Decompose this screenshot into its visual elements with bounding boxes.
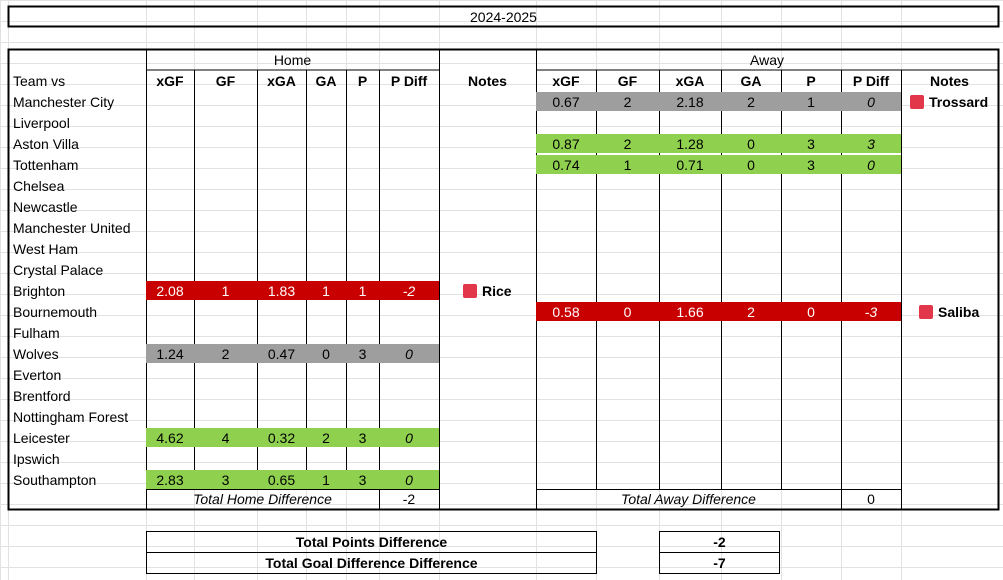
note-label[interactable]: Rice (482, 283, 512, 299)
team-name[interactable]: Manchester City (13, 93, 115, 110)
home_rows-cell[interactable]: 3 (346, 344, 379, 363)
home_rows-cell[interactable]: -2 (379, 281, 439, 300)
team-name[interactable]: Manchester United (13, 219, 131, 236)
note-flag-icon (919, 305, 933, 319)
team-name[interactable]: Tottenham (13, 156, 79, 173)
away_rows-cell[interactable]: 2 (721, 92, 781, 111)
home_rows-cell[interactable]: 3 (346, 470, 379, 489)
team-name[interactable]: Ipswich (13, 450, 60, 467)
team-name[interactable]: Nottingham Forest (13, 408, 129, 425)
away-col-header[interactable]: GA (740, 72, 762, 89)
team-name[interactable]: Chelsea (13, 177, 65, 194)
team-name[interactable]: West Ham (13, 240, 79, 257)
home_rows-cell[interactable]: 2 (306, 428, 346, 447)
home_rows-cell[interactable]: 0.32 (257, 428, 306, 447)
away_rows-cell[interactable]: 1.28 (659, 134, 721, 153)
away_rows-cell[interactable]: 3 (781, 155, 841, 174)
note-flag-icon (910, 95, 924, 109)
home-col-header[interactable]: P Diff (390, 72, 428, 89)
home_rows-cell[interactable]: 0 (306, 344, 346, 363)
away_rows-cell[interactable]: 0 (596, 302, 659, 321)
home-col-header[interactable]: P (357, 72, 368, 89)
summary-value[interactable]: -2 (713, 534, 726, 550)
away-col-header[interactable]: P (806, 72, 816, 89)
away-col-header[interactable]: Notes (930, 72, 969, 89)
away_rows-cell[interactable]: 2 (596, 134, 659, 153)
away_rows-cell[interactable]: 0 (721, 134, 781, 153)
home_rows-cell[interactable]: 1.83 (257, 281, 306, 300)
away_rows-cell[interactable]: 2 (596, 92, 659, 111)
home-col-header[interactable]: Notes (468, 72, 507, 89)
team-name[interactable]: Fulham (13, 324, 60, 341)
home_rows-cell[interactable]: 4.62 (146, 428, 194, 447)
away_rows-cell[interactable]: 0.67 (536, 92, 596, 111)
home-col-header[interactable]: GF (215, 72, 236, 89)
away_rows-cell[interactable]: 0 (721, 155, 781, 174)
summary-value[interactable]: -7 (713, 555, 726, 571)
away_rows-cell[interactable]: 2.18 (659, 92, 721, 111)
team-name[interactable]: Southampton (13, 471, 97, 488)
home_rows-cell[interactable]: 1.24 (146, 344, 194, 363)
team-name[interactable]: Crystal Palace (13, 261, 104, 278)
team-name[interactable]: Liverpool (13, 114, 70, 131)
home_rows-cell[interactable]: 1 (346, 281, 379, 300)
team-name[interactable]: Brighton (13, 282, 66, 299)
note-label[interactable]: Saliba (938, 304, 980, 320)
team-name[interactable]: Bournemouth (13, 303, 98, 320)
team-name[interactable]: Everton (13, 366, 62, 383)
home_rows-cell[interactable]: 0.47 (257, 344, 306, 363)
home-col-header[interactable]: GA (315, 72, 337, 89)
away-total-label[interactable]: Total Away Difference (621, 491, 756, 507)
away-col-header[interactable]: GF (617, 72, 638, 89)
home_rows-cell[interactable]: 4 (194, 428, 257, 447)
away_rows-cell[interactable]: -3 (841, 302, 901, 321)
home_rows-cell[interactable]: 0 (379, 344, 439, 363)
home_rows-cell[interactable]: 2.83 (146, 470, 194, 489)
away_rows-cell[interactable]: 1 (596, 155, 659, 174)
home-total-value[interactable]: -2 (402, 491, 416, 507)
note-label[interactable]: Trossard (929, 94, 989, 110)
away_rows-cell[interactable]: 0.87 (536, 134, 596, 153)
home_rows-cell[interactable]: 1 (194, 281, 257, 300)
season-title[interactable]: 2024-2025 (470, 8, 537, 25)
away_rows-cell[interactable]: 0.58 (536, 302, 596, 321)
home-total-label[interactable]: Total Home Difference (193, 491, 332, 507)
summary-label[interactable]: Total Points Difference (295, 534, 448, 550)
away_rows-cell[interactable]: 0.71 (659, 155, 721, 174)
team-vs-header[interactable]: Team vs (13, 72, 66, 89)
team-name[interactable]: Wolves (13, 345, 59, 362)
home-col-header[interactable]: xGA (267, 72, 296, 89)
away-col-header[interactable]: P Diff (852, 72, 890, 89)
home_rows-cell[interactable]: 0 (379, 470, 439, 489)
away_rows-cell[interactable]: 3 (781, 134, 841, 153)
away_rows-cell[interactable]: 0 (781, 302, 841, 321)
home_rows-cell[interactable]: 1 (306, 470, 346, 489)
home_rows-cell[interactable]: 0.65 (257, 470, 306, 489)
away_rows-cell[interactable]: 1 (781, 92, 841, 111)
home-header[interactable]: Home (273, 51, 312, 68)
team-name[interactable]: Brentford (13, 387, 71, 404)
home_rows-cell[interactable]: 2.08 (146, 281, 194, 300)
away_rows-cell[interactable]: 3 (841, 134, 901, 153)
home_rows-cell[interactable]: 3 (194, 470, 257, 489)
team-name[interactable]: Aston Villa (13, 135, 79, 152)
home_rows-cell[interactable]: 1 (306, 281, 346, 300)
home-col-header[interactable]: xGF (156, 72, 184, 89)
team-name[interactable]: Leicester (13, 429, 70, 446)
away-col-header[interactable]: xGA (675, 72, 705, 89)
away_rows-cell[interactable]: 2 (721, 302, 781, 321)
away-header[interactable]: Away (750, 51, 784, 68)
away_rows-cell[interactable]: 0 (841, 155, 901, 174)
away-col-header[interactable]: xGF (552, 72, 580, 89)
away_rows-cell[interactable]: 0 (841, 92, 901, 111)
team-name[interactable]: Newcastle (13, 198, 78, 215)
home_rows-cell[interactable]: 3 (346, 428, 379, 447)
away-total-value[interactable]: 0 (867, 491, 875, 507)
away_rows-cell[interactable]: 0.74 (536, 155, 596, 174)
home_rows-cell[interactable]: 2 (194, 344, 257, 363)
summary-label[interactable]: Total Goal Difference Difference (265, 555, 478, 571)
home_rows-cell[interactable]: 0 (379, 428, 439, 447)
note-flag-icon (463, 284, 477, 298)
away_rows-cell[interactable]: 1.66 (659, 302, 721, 321)
